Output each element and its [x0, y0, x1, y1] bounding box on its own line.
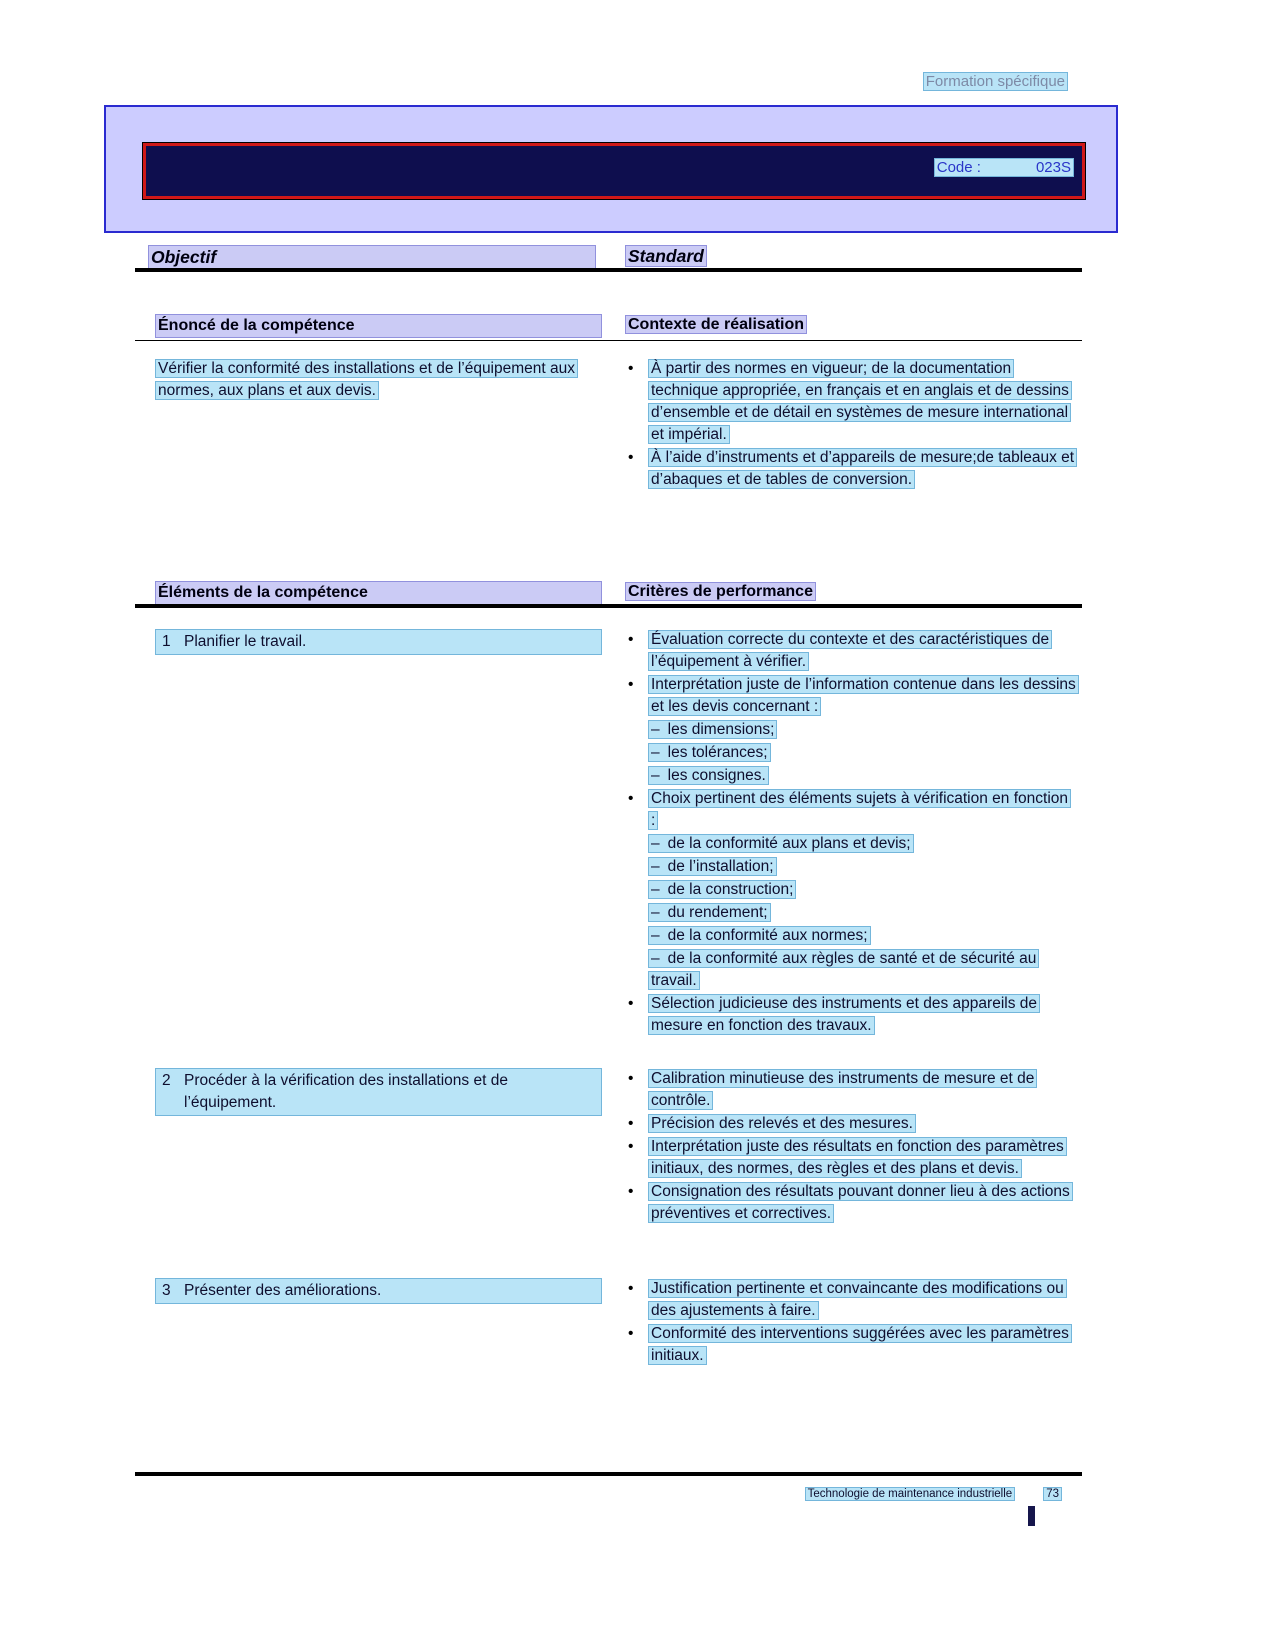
sub-item-text-wrap [648, 720, 777, 739]
bullet-icon: • [628, 631, 634, 648]
competence-statement-row [135, 358, 1082, 492]
contexte-header-cell [625, 314, 1082, 338]
formation-tag-text: Formation spécifique [923, 72, 1068, 91]
bullet-icon: • [628, 1070, 634, 1087]
criterion-text: Calibration minutieuse des instruments de mesure et de contrôle. [648, 1069, 1037, 1110]
dash-icon: – [651, 835, 660, 852]
criterion-text: Interprétation juste de l’information contenue dans les dessins et les devis concernant : [648, 675, 1079, 716]
footer [135, 1486, 1082, 1502]
standard-cell [625, 245, 1082, 270]
contexte-bullet-text: À partir des normes en vigueur; de la documentation technique appropriée, en français et en anglais et de dessins d’ensemble et de détail en systèmes de mesure international et impérial. [648, 359, 1072, 444]
element-number: 3 [162, 1282, 171, 1299]
sub-item-text: du rendement; [667, 904, 768, 921]
criteres-header: Critères de performance [625, 582, 816, 601]
bullet-icon: • [628, 1115, 634, 1132]
criterion-item [625, 1323, 1078, 1367]
criterion-text: Interprétation juste des résultats en fonction des paramètres initiaux, des normes, des règles et des plans et devis. [648, 1137, 1067, 1178]
sub-item-text: les consignes. [667, 767, 766, 784]
element-label: Procéder à la vérification des installations et de l’équipement. [184, 1072, 508, 1111]
dash-icon: – [651, 904, 660, 921]
dash-icon: – [651, 858, 660, 875]
sub-item-text: les dimensions; [667, 721, 775, 738]
sub-item-text-wrap [648, 926, 871, 945]
objectif-standard-row [135, 245, 1082, 270]
criterion-item [625, 993, 1078, 1037]
course-code [934, 158, 1074, 177]
criteres-header-cell [625, 581, 1082, 605]
thick-rule-middle [135, 604, 1082, 608]
sub-item [625, 948, 1078, 992]
sub-item [625, 879, 1078, 901]
sub-item-text: de la construction; [667, 881, 794, 898]
element-cell [135, 629, 625, 1038]
thin-rule [135, 340, 1082, 341]
element-label-bar [155, 629, 602, 655]
standard-header: Standard [625, 245, 707, 267]
dash-icon: – [651, 721, 660, 738]
criterion-text: Évaluation correcte du contexte et des caractéristiques de l’équipement à vérifier. [648, 630, 1052, 671]
dash-icon: – [651, 927, 660, 944]
criterion-item [625, 1181, 1078, 1225]
sub-item [625, 742, 1078, 764]
bullet-icon: • [628, 1325, 634, 1342]
dash-icon: – [651, 881, 660, 898]
title-banner [143, 143, 1085, 199]
sub-item [625, 925, 1078, 947]
sub-item [625, 856, 1078, 878]
elements-criteres-row [135, 581, 1082, 605]
element-number: 2 [162, 1072, 171, 1089]
element-row-1 [135, 629, 1082, 1038]
sub-item-text-wrap [648, 857, 777, 876]
thick-rule-top [135, 268, 1082, 272]
element-number: 1 [162, 633, 171, 650]
sub-item [625, 833, 1078, 855]
sub-item [625, 765, 1078, 787]
element-cell [135, 1068, 625, 1226]
sub-item-text-wrap [648, 834, 914, 853]
cursor-mark [1028, 1506, 1035, 1526]
sub-item-text: de la conformité aux normes; [667, 927, 868, 944]
criteria-list [625, 629, 1082, 1038]
footer-text: Technologie de maintenance industrielle [805, 1487, 1016, 1501]
dash-icon: – [651, 950, 660, 967]
competence-statement: Vérifier la conformité des installations et de l’équipement aux normes, aux plans et aux devis. [155, 359, 578, 400]
code-label: Code : [936, 159, 981, 176]
sub-item [625, 719, 1078, 741]
criterion-text: Justification pertinente et convaincante des modifications ou des ajustements à faire. [648, 1279, 1067, 1320]
contexte-bullet-item [625, 358, 1078, 446]
sub-item-text-wrap [648, 743, 771, 762]
criteria-list [625, 1278, 1082, 1368]
criterion-text: Précision des relevés et des mesures. [648, 1114, 916, 1133]
objectif-header: Objectif [148, 245, 596, 269]
bullet-icon: • [628, 449, 634, 466]
bullet-icon: • [628, 1280, 634, 1297]
element-label: Présenter des améliorations. [184, 1282, 382, 1299]
criterion-text: Choix pertinent des éléments sujets à vérification en fonction : [648, 789, 1071, 830]
criterion-item [625, 788, 1078, 832]
bullet-icon: • [628, 1183, 634, 1200]
bullet-icon: • [628, 360, 634, 377]
contexte-list [625, 358, 1082, 492]
thick-rule-bottom [135, 1472, 1082, 1476]
criterion-item [625, 674, 1078, 718]
sub-item-text-wrap [648, 880, 796, 899]
formation-tag [923, 71, 1068, 93]
dash-icon: – [651, 744, 660, 761]
element-label-bar [155, 1068, 602, 1116]
elements-header-cell [135, 581, 625, 605]
bullet-icon: • [628, 1138, 634, 1155]
enonce-contexte-row [135, 314, 1082, 338]
contexte-bullet-item [625, 447, 1078, 491]
enonce-header: Énoncé de la compétence [155, 314, 602, 338]
criterion-item [625, 1068, 1078, 1112]
title-box [104, 105, 1118, 233]
sub-item-text: de l’installation; [667, 858, 774, 875]
sub-item-text-wrap [648, 949, 1039, 990]
elements-header: Éléments de la compétence [155, 581, 602, 605]
sub-item-text-wrap [648, 903, 771, 922]
sub-item-text: de la conformité aux règles de santé et de sécurité au travail. [651, 950, 1037, 989]
contexte-header: Contexte de réalisation [625, 315, 807, 334]
element-cell [135, 1278, 625, 1368]
element-label: Planifier le travail. [184, 633, 307, 650]
criterion-item [625, 1278, 1078, 1322]
objectif-cell [135, 245, 625, 270]
bullet-icon: • [628, 995, 634, 1012]
criteria-list [625, 1068, 1082, 1226]
criterion-text: Sélection judicieuse des instruments et des appareils de mesure en fonction des travaux. [648, 994, 1040, 1035]
code-value: 023S [1035, 159, 1071, 176]
course-code-line [934, 157, 1074, 179]
enonce-header-cell [135, 314, 625, 338]
criterion-text: Consignation des résultats pouvant donner lieu à des actions préventives et correctives. [648, 1182, 1073, 1223]
bullet-icon: • [628, 676, 634, 693]
footer-page-number: 73 [1043, 1487, 1062, 1501]
contexte-bullet-text: À l’aide d’instruments et d’appareils de mesure;de tableaux et d’abaques et de tables de conversion. [648, 448, 1077, 489]
element-row-2 [135, 1068, 1082, 1226]
criterion-item [625, 1113, 1078, 1135]
bullet-icon: • [628, 790, 634, 807]
criterion-item [625, 629, 1078, 673]
element-row-3 [135, 1278, 1082, 1368]
sub-item-text: de la conformité aux plans et devis; [667, 835, 911, 852]
criterion-text: Conformité des interventions suggérées avec les paramètres initiaux. [648, 1324, 1072, 1365]
element-label-bar [155, 1278, 602, 1304]
criterion-item [625, 1136, 1078, 1180]
sub-item-text-wrap [648, 766, 769, 785]
sub-item [625, 902, 1078, 924]
statement-cell [135, 358, 625, 492]
dash-icon: – [651, 767, 660, 784]
sub-item-text: les tolérances; [667, 744, 768, 761]
